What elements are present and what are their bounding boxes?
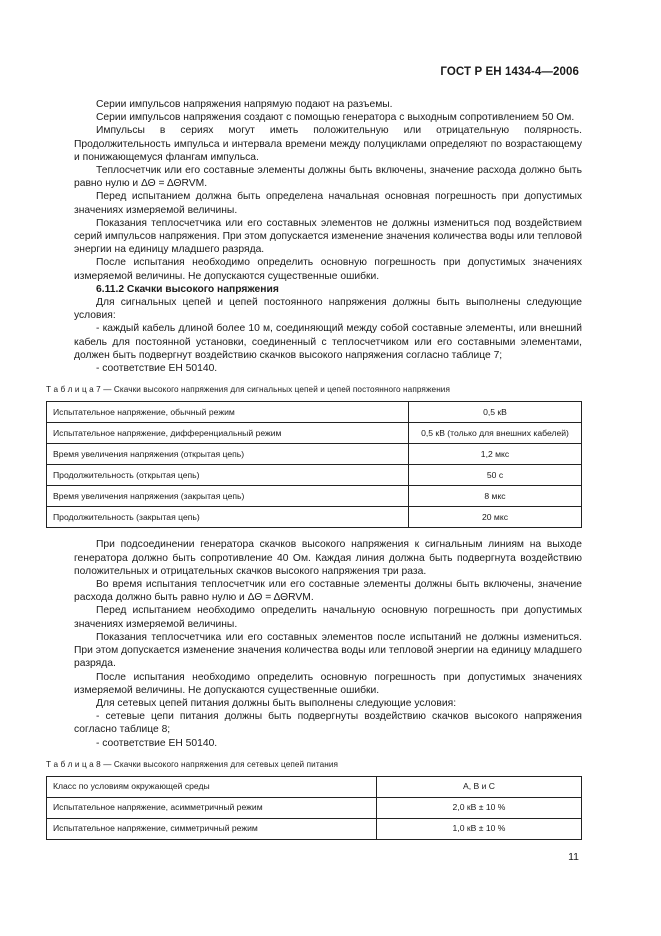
paragraph: Серии импульсов напряжения создают с помощью генератора с выходным сопротивлением 50 Ом. <box>96 112 575 124</box>
table-cell-param: Испытательное напряжение, обычный режим <box>47 402 409 423</box>
table-cell-value: 50 с <box>409 465 582 486</box>
table-cell-value: 1,0 кВ ± 10 % <box>377 818 582 839</box>
paragraph: Для сетевых цепей питания должны быть выполнены следующие условия: <box>96 697 457 709</box>
text-block <box>74 538 582 749</box>
table-cell-value: 8 мкс <box>409 486 582 507</box>
paragraph: После испытания необходимо определить основную погрешность при допустимых значениях измеряемой величины. Не допускаются существенные ошибки. <box>74 257 582 282</box>
table-cell-value: 2,0 кВ ± 10 % <box>377 797 582 818</box>
list-item: - сетевые цепи питания должны быть подвергнуты воздействию скачков высокого напряжения согласно таблице 8; <box>74 711 582 736</box>
table-cell-value: 0,5 кВ (только для внешних кабелей) <box>409 423 582 444</box>
list-item: - соответствие ЕН 50140. <box>96 737 218 749</box>
paragraph: Во время испытания теплосчетчик или его составные элементы должны быть включены, значение расхода должно быть равно нулю и ΔΘ = ΔΘRVM. <box>74 579 582 604</box>
table-cell-value: 20 мкс <box>409 507 582 528</box>
table-cell-param: Класс по условиям окружающей среды <box>47 776 377 797</box>
document-id: ГОСТ Р ЕН 1434-4—2006 <box>440 66 579 78</box>
table-cell-param: Продолжительность (открытая цепь) <box>47 465 409 486</box>
table-cell-value: 1,2 мкс <box>409 444 582 465</box>
table-row <box>47 444 582 465</box>
paragraph: Импульсы в сериях могут иметь положительную или отрицательную полярность. Продолжительность импульса и интервала времени между полуциклами определяют по возрастающему и понижающемуся флангам импульса. <box>74 125 582 163</box>
table-cell-param: Испытательное напряжение, дифференциальный режим <box>47 423 409 444</box>
paragraph: Для сигнальных цепей и цепей постоянного напряжения должны быть выполнены следующие условия: <box>74 297 582 322</box>
table-row <box>47 423 582 444</box>
paragraph: Показания теплосчетчика или его составных элементов не должны измениться под воздействием серий импульсов напряжения. При этом допускается изменение значения количества воды или тепловой энергии на единицу младшего разряда. <box>74 217 582 256</box>
table-row <box>47 465 582 486</box>
table-cell-param: Испытательное напряжение, симметричный режим <box>47 818 377 839</box>
table-row <box>47 818 582 839</box>
paragraph: После испытания необходимо определить основную погрешность при допустимых значениях измеряемой величины. Не допускаются существенные ошибки. <box>74 671 582 696</box>
table-7-caption: Т а б л и ц а 7 — Скачки высокого напряжения для сигнальных цепей и цепей постоянного напряжения <box>46 385 451 395</box>
table-row <box>47 402 582 423</box>
table-row <box>47 507 582 528</box>
section-heading: 6.11.2 Скачки высокого напряжения <box>96 283 279 295</box>
table-cell-value: А, В и С <box>377 776 582 797</box>
list-item: - каждый кабель длиной более 10 м, соединяющий между собой составные элементы, или внешний кабель для постоянной установки, соединенный с теплосчетчиком или его составными элементами, должен быть подвергнут воздействию скачков высокого напряжения согласно таблице 7; <box>74 323 582 361</box>
table-row <box>47 776 582 797</box>
paragraph: Серии импульсов напряжения напрямую подают на разъемы. <box>96 99 393 110</box>
table-row <box>47 486 582 507</box>
page-body <box>46 98 582 840</box>
table-8-caption: Т а б л и ц а 8 — Скачки высокого напряжения для сетевых цепей питания <box>46 759 339 769</box>
table-cell-param: Время увеличения напряжения (открытая цепь) <box>47 444 409 465</box>
table-cell-param: Продолжительность (закрытая цепь) <box>47 507 409 528</box>
page-number: 11 <box>568 851 579 863</box>
paragraph: Теплосчетчик или его составные элементы должны быть включены, значение расхода должно быть равно нулю и ΔΘ = ΔΘRVM. <box>74 165 582 190</box>
table-cell-param: Испытательное напряжение, асимметричный режим <box>47 797 377 818</box>
table-row <box>47 797 582 818</box>
list-item: - соответствие ЕН 50140. <box>96 363 218 375</box>
table-cell-value: 0,5 кВ <box>409 402 582 423</box>
table-cell-param: Время увеличения напряжения (закрытая цепь) <box>47 486 409 507</box>
paragraph: Показания теплосчетчика или его составных элементов после испытаний не должны измениться. При этом допускается изменение значения количества воды или тепловой энергии на единицу младшего разряда. <box>74 631 582 670</box>
paragraph: При подсоединении генератора скачков высокого напряжения к сигнальным линиям на выходе генератора должно быть сопротивление 40 Ом. Каждая линия должна быть подвергнута воздействию положительных и отрицательных скачков высокого напряжения три раза. <box>74 539 582 577</box>
table-8 <box>46 776 582 840</box>
paragraph: Перед испытанием должна быть определена начальная основная погрешность при допустимых значениях измеряемой величины. <box>74 191 582 216</box>
table-7 <box>46 401 582 528</box>
paragraph: Перед испытанием необходимо определить начальную основную погрешность при допустимых значениях измеряемой величины. <box>74 605 582 630</box>
